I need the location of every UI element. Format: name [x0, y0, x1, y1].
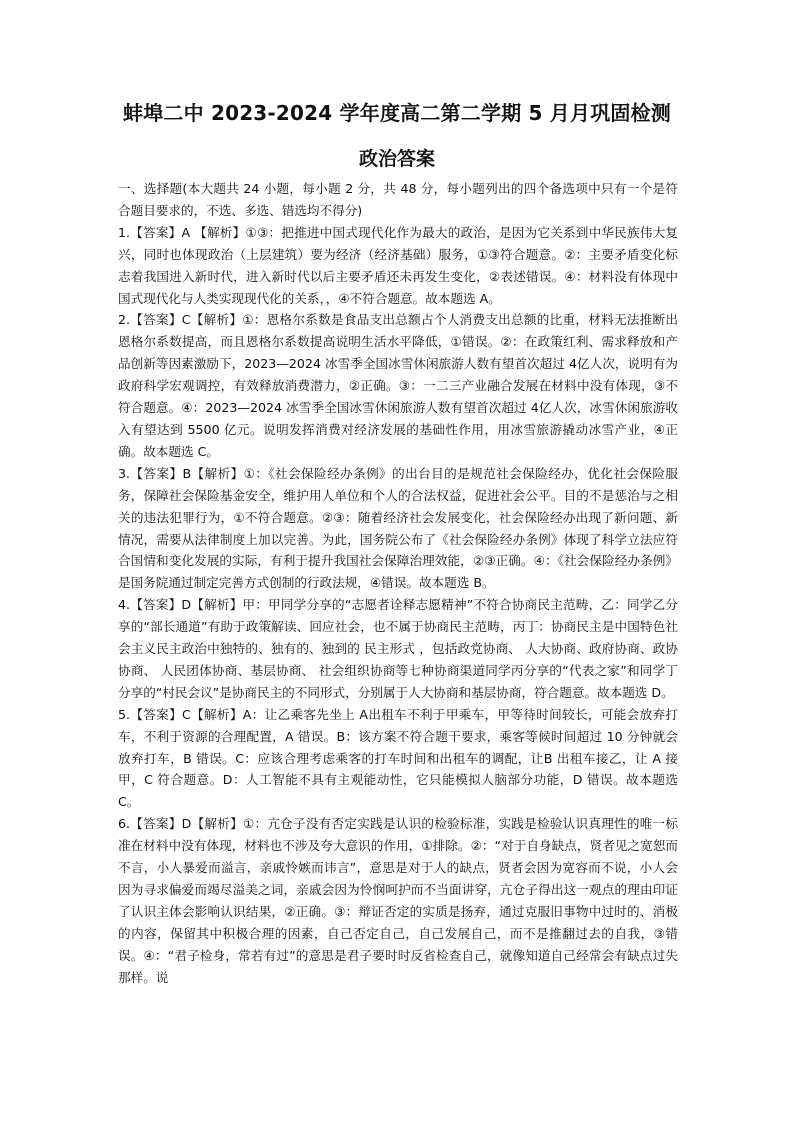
answer-paragraph-6: 6.【答案】D【解析】①：亢仓子没有否定实践是认识的检验标准，实践是检验认识真理性的唯一标准在材料中没有体现，材料也不涉及夸大意识的作用，①排除。②：“对于自身缺点，贤者见之宽恕而不言，小人暴爱而溢言，亲戚怜嫉而讳言”，意思是对于人的缺点，贤者会因为宽容而不说，小人会因为寻求偏爱而竭尽溢美之词，亲戚会因为怜悯呵护而不当面讲穿，亢仓子得出这一观点的理由印证了认识主体会影响认识结果，②正确。③：辩证否定的实质是扬弃，通过克服旧事物中过时的、消极的内容，保留其中积极合理的因素，自己否定自己，自己发展自己，而不是推翻过去的自我，③错误。④：“君子检身，常若有过”的意思是君子要时时反省检查自己，就像知道自己经常会有缺点过失那样。说	[118, 816, 678, 985]
document-body	[118, 178, 678, 989]
answer-paragraph-3: 3.【答案】B【解析】①：《社会保险经办条例》的出台目的是规范社会保险经办，优化社会保险服务，保障社会保险基金安全，维护用人单位和个人的合法权益，促进社会公平。目的不是惩治与之相关的违法犯罪行为，①不符合题意。②③：随着经济社会发展变化，社会保险经办出现了新问题、新情况，需要从法律制度上加以完善。为此，国务院公布了《社会保险经办条例》体现了科学立法应符合国情和变化发展的实际，有利于提升我国社会保障治理效能，②③正确。④：《社会保险经办条例》是国务院通过制定完善方式创制的行政法规，④错误。故本题选 B。	[118, 465, 678, 591]
section-heading: 一、选择题(本大题共 24 小题，每小题 2 分，共 48 分，每小题列出的四个备选项中只有一个是符合题目要求的，不选、多选、错选均不得分)	[118, 181, 678, 218]
answer-paragraph-1: 1.【答案】A 【解析】①③：把推进中国式现代化作为最大的政治，是因为它关系到中华民族伟大复兴，同时也体现政治（上层建筑）要为经济（经济基础）服务，①③符合题意。②：主要矛盾变化标志着我国进入新时代，进入新时代以后主要矛盾还未再发生变化，②表述错误。④：材料没有体现中国式现代化与人类实现现代化的关系，，④不符合题意。故本题选 A。	[118, 224, 678, 306]
document-title: 蚌埠二中 2023-2024 学年度高二第二学期 5 月月巩固检测	[123, 101, 671, 125]
answer-paragraph-4: 4.【答案】D【解析】甲：甲同学分享的“志愿者诠释志愿精神”不符合协商民主范畴，乙：同学乙分享的“部长通道”有助于政策解读、回应社会，也不属于协商民主范畴，丙丁：协商民主是中国特色社会主义民主政治中独特的、独有的、独到的 民主形式 ，包括政党协商、 人大协商、政府协商、政协协商、 人民团体协商、基层协商、 社会组织协商等七种协商渠道同学丙分享的“代表之家”和同学丁分享的“村民会议”是协商民主的不同形式，分别属于人大协商和基层协商，符合题意。故本题选 D。	[118, 597, 678, 700]
answer-paragraph-5: 5.【答案】C【解析】A：让乙乘客先坐上 A出租车不利于甲乘车，甲等待时间较长，可能会放弃打车，不利于资源的合理配置，A 错误。B：该方案不符合题干要求，乘客等候时间超过 10 分钟就会放弃打车，B 错误。C：应该合理考虑乘客的打车时间和出租车的调配，让B 出租车接乙，让 A 接甲，C 符合题意。D：人工智能不具有主观能动性，它只能模拟人脑部分功能，D 错误。故本题选 C。	[118, 706, 678, 810]
document-subtitle: 政治答案	[358, 148, 435, 170]
answer-paragraph-2: 2.【答案】C【解析】①：恩格尔系数是食品支出总额占个人消费支出总额的比重，材料无法推断出恩格尔系数提高，而且恩格尔系数提高说明生活水平降低，①错误。②：在政策红利、需求释放和产品创新等因素激励下，2023—2024 冰雪季全国冰雪休闲旅游人数有望首次超过 4亿人次，说明有为政府科学宏观调控，有效释放消费潜力，②正确。③：一二三产业融合发展在材料中没有体现，③不符合题意。④：2023—2024 冰雪季全国冰雪休闲旅游人数有望首次超过 4亿人次，冰雪休闲旅游收入有望达到 5500 亿元。说明发挥消费对经济发展的基础性作用，用冰雪旅游撬动冰雪产业，④正确。故本题选 C。	[118, 312, 678, 459]
